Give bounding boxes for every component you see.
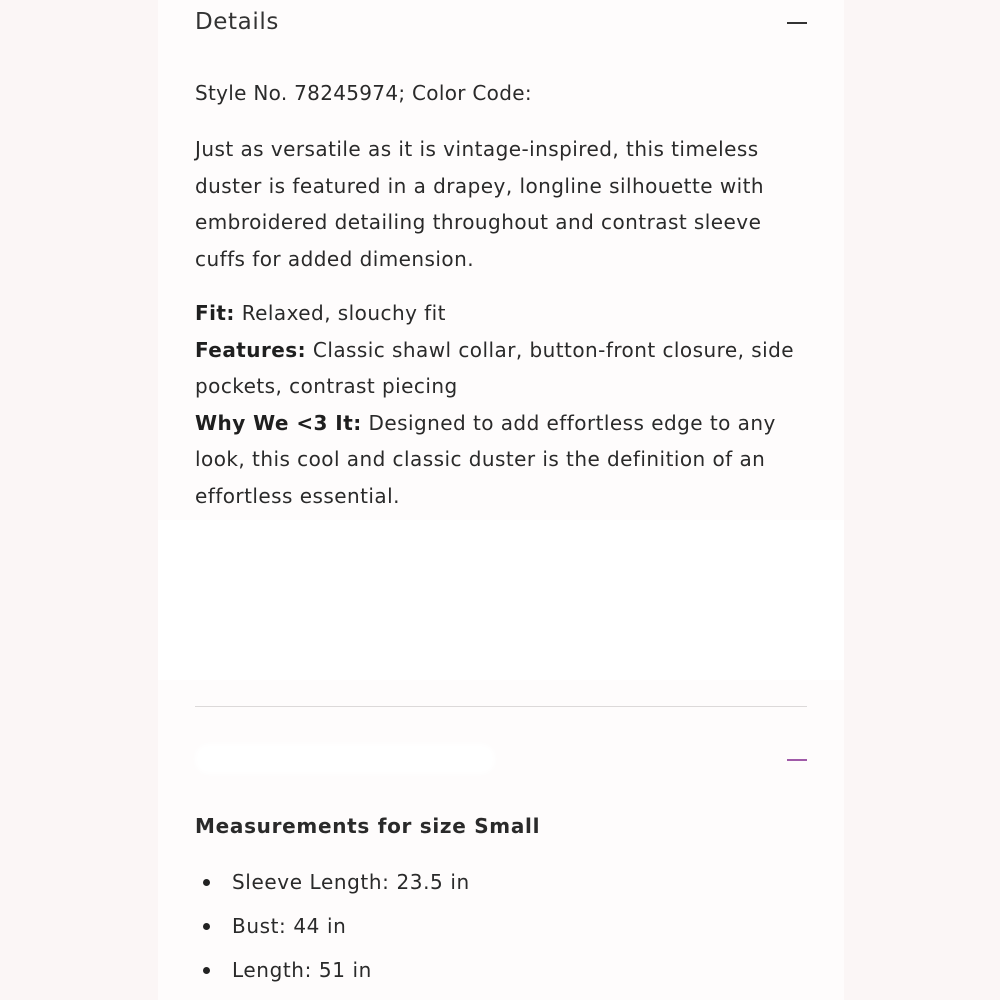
section-divider — [195, 706, 807, 707]
list-item — [195, 862, 807, 906]
bullet-icon — [203, 923, 210, 930]
list-item — [195, 950, 807, 994]
minus-icon[interactable] — [787, 759, 807, 761]
fit-value: Relaxed, slouchy fit — [241, 301, 446, 325]
details-title: Details — [195, 9, 279, 35]
list-item — [195, 906, 807, 950]
features-label: Features: — [195, 337, 307, 362]
measurements-list — [195, 862, 807, 994]
measurements-heading: Measurements for size Small — [195, 814, 541, 838]
details-section-header[interactable] — [195, 0, 807, 46]
features-line — [195, 332, 807, 405]
product-specs — [195, 295, 807, 515]
why-line — [195, 405, 807, 515]
blurred-section-title — [195, 744, 495, 774]
why-value: Designed to add effortless edge to any look, this cool and classic duster is the definition of an effortless essential. — [195, 410, 776, 508]
measurement-text: Sleeve Length: 23.5 in — [232, 870, 470, 894]
measurements-section-header[interactable] — [195, 738, 807, 784]
minus-icon[interactable] — [787, 22, 807, 24]
details-content — [158, 0, 844, 1000]
fit-line — [195, 295, 807, 332]
features-value: Classic shawl collar, button-front closure, side pockets, contrast piecing — [195, 337, 794, 399]
bullet-icon — [203, 879, 210, 886]
why-label: Why We <3 It: — [195, 410, 362, 435]
fit-label: Fit: — [195, 301, 235, 325]
measurement-text: Length: 51 in — [232, 958, 372, 982]
product-description: Just as versatile as it is vintage-inspired, this timeless duster is featured in a drapey, longline silhouette with embroidered detailing throughout and contrast sleeve cuffs for added dimension. — [195, 137, 765, 271]
bullet-icon — [203, 967, 210, 974]
style-number: Style No. 78245974; Color Code: — [195, 81, 532, 105]
measurement-text: Bust: 44 in — [232, 914, 347, 938]
